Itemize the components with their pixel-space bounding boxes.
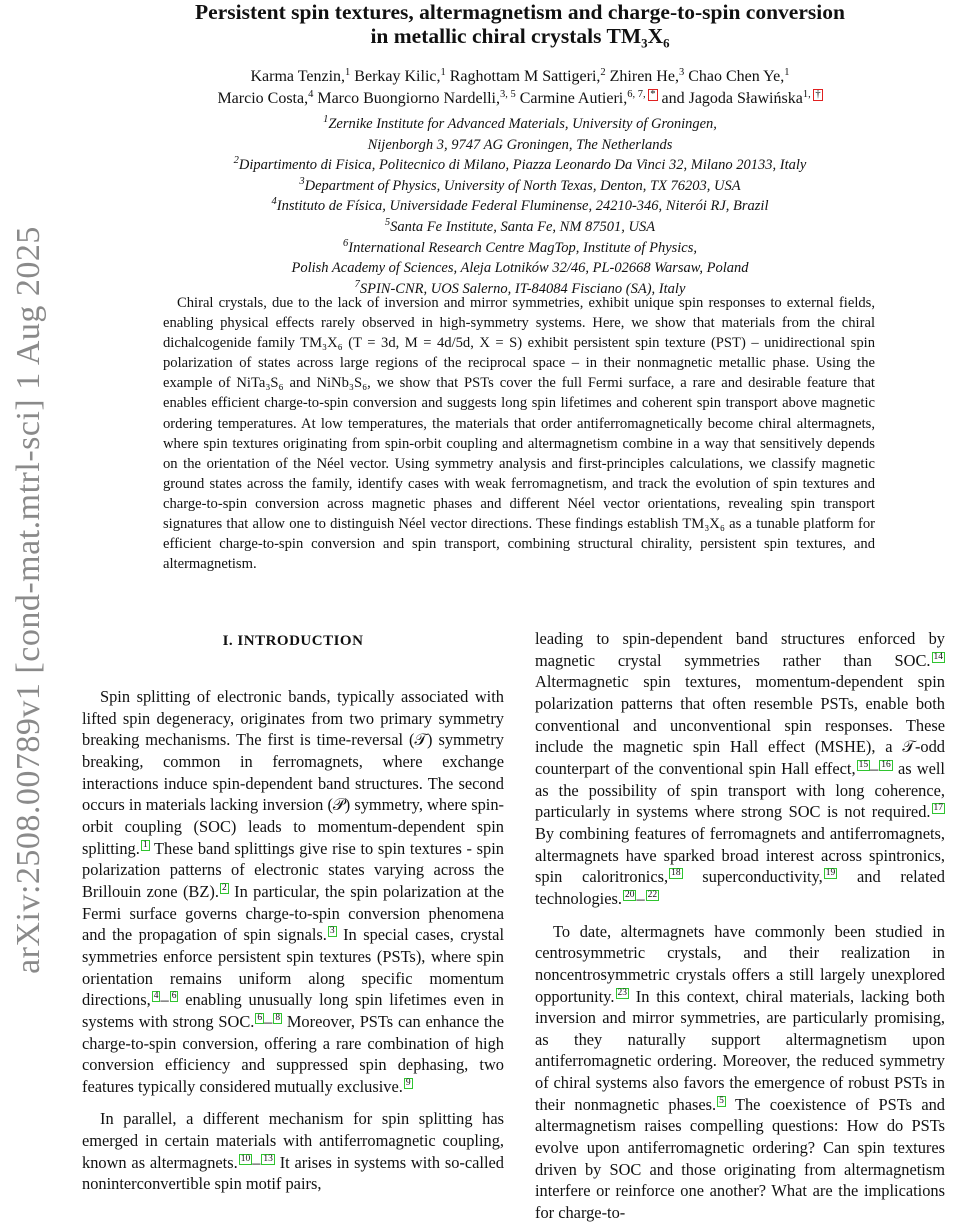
body-paragraph [82, 1108, 504, 1195]
affiliation-text: Santa Fe Institute, Santa Fe, NM 87501, USA [390, 218, 656, 235]
title-line-1: Persistent spin textures, altermagnetism and charge-to-spin conversion [195, 0, 845, 24]
author-name: Karma Tenzin, [250, 68, 346, 85]
author-name: Marco Buongiorno Nardelli, [313, 90, 500, 107]
affiliation-text: SPIN-CNR, UOS Salerno, IT-84084 Fisciano (SA), Italy [359, 280, 686, 297]
citation-link[interactable]: 5 [719, 1095, 724, 1106]
author-list [95, 66, 945, 110]
abstract [163, 293, 875, 574]
citation-link[interactable]: 2 [221, 882, 227, 893]
affiliation-number: 3 [299, 175, 305, 187]
affiliation-superscript: 1 [784, 67, 790, 78]
arxiv-sidebar-stamp [8, 0, 50, 1200]
body-text: Altermagnetic spin textures, momentum-dependent spin polarization patterns that often resemble PSTs, enable both conventional and unconventional spin responses. These include the magnetic spin Hall effect (MSHE), a 𝒯-odd counterpart of the conventional spin Hall effect, [535, 672, 945, 778]
citation-link[interactable]: 20 [624, 889, 635, 900]
citation-link[interactable]: 3 [329, 926, 335, 937]
citation-link[interactable]: 15 [858, 759, 869, 770]
author-line [95, 88, 945, 110]
affiliation-text: Zernike Institute for Advanced Materials, University of Groningen, [328, 116, 717, 132]
body-text: superconductivity, [682, 867, 823, 887]
affiliation-number: 6 [342, 237, 349, 249]
affiliation-line [95, 114, 945, 135]
left-column [82, 628, 504, 1195]
body-text: The coexistence of PSTs and altermagnetism raises compelling questions: How do PSTs evolve upon antiferromagnetic ordering? Can spin textures driven by SOC and those originating from altermagnetism interfere or reinforce one another? What are the implications for charge-to- [535, 1094, 945, 1223]
body-text: – [252, 1152, 261, 1172]
affiliation-line [95, 217, 945, 238]
citation-link[interactable]: 9 [405, 1077, 411, 1088]
affiliation-superscript: 3 [678, 67, 685, 78]
corresponding-author-link[interactable]: * [650, 89, 656, 100]
affiliation-superscript: 6, 7, [627, 89, 649, 100]
affiliation-text: International Research Centre MagTop, Institute of Physics, [348, 239, 697, 256]
affiliation-list [95, 114, 945, 299]
author-line [95, 66, 945, 88]
citation-link[interactable]: 17 [933, 803, 943, 814]
affiliation-number: 1 [323, 114, 329, 125]
affiliation-line [95, 155, 945, 176]
affiliation-text: Dipartimento di Fisica, Politecnico di Milano, Piazza Leonardo Da Vinci 32, Milano 20133, Italy [238, 157, 807, 174]
body-text: enabling unusually long spin lifetimes even in systems with strong SOC. [82, 990, 504, 1031]
affiliation-line [95, 135, 945, 156]
section-heading: I. INTRODUCTION [222, 633, 364, 649]
body-text: – [636, 888, 645, 908]
body-text: By combining features of ferromagnets and antiferromagnets, altermagnets have sparked broad interest across spintronics, spin caloritronics, [535, 823, 945, 887]
affiliation-line [95, 176, 945, 197]
author-name: Marcio Costa, [217, 90, 309, 107]
body-text: – [264, 1011, 273, 1031]
body-text: Spin splitting of electronic bands, typically associated with lifted spin degeneracy, originates from two primary symmetry breaking mechanisms. The first is time-reversal (𝒯) symmetry breaking, common in ferromagnets, where exchange interactions induce spin-dependent band structures. The second occurs in materials lacking inversion (𝒫) symmetry, where spin-orbit coupling (SOC) leads to momentum-dependent spin splitting. [82, 687, 504, 858]
citation-link[interactable]: 10 [240, 1153, 251, 1164]
author-name: Zhiren He, [605, 68, 679, 85]
body-text: – [160, 990, 169, 1010]
citation-link[interactable]: 8 [275, 1012, 281, 1023]
author-name: Raghottam M Sattigeri, [445, 68, 601, 85]
paragraph-gap [535, 910, 945, 921]
citation-link[interactable]: 1 [142, 839, 148, 850]
citation-link[interactable]: 14 [933, 651, 943, 662]
arxiv-identifier: arXiv:2508.00789v1 [cond-mat.mtrl-sci] 1 Aug 2025 [10, 226, 47, 974]
citation-link[interactable]: 19 [825, 868, 836, 879]
affiliation-text: Polish Academy of Sciences, Aleja Lotników 32/46, PL-02668 Warsaw, Poland [291, 260, 749, 277]
body-paragraph [82, 686, 504, 1097]
author-name: Berkay Kilic, [350, 68, 441, 85]
body-paragraph [535, 628, 945, 910]
body-text: – [870, 758, 879, 778]
affiliation-text: Department of Physics, University of North Texas, Denton, TX 76203, USA [304, 177, 741, 194]
affiliation-line [95, 238, 945, 259]
body-text: In particular, the spin polarization at the Fermi surface governs charge-to-spin conversion phenomena and the propagation of spin signals. [82, 881, 504, 945]
affiliation-text: Instituto de Física, Universidade Federal Fluminense, 24210-346, Niterói RJ, Brazil [276, 198, 769, 215]
body-text: Moreover, PSTs can enhance the charge-to-spin conversion, offering a rare combination of high conversion efficiency and suppressed spin dephasing, two features typically considered mutually exclusive. [82, 1011, 504, 1096]
citation-link[interactable]: 18 [671, 868, 681, 879]
citation-link[interactable]: 23 [617, 987, 628, 998]
affiliation-superscript: 4 [308, 89, 314, 100]
paragraph-gap [82, 1097, 504, 1108]
citation-link[interactable]: 13 [263, 1153, 273, 1164]
body-text: In special cases, crystal symmetries enforce persistent spin textures (PSTs), where spin orientation remains uniform along specific momentum directions, [82, 925, 505, 1010]
affiliation-number: 7 [354, 278, 360, 290]
body-text: and related technologies. [535, 867, 945, 908]
body-text: To date, altermagnets have commonly been studied in centrosymmetric crystals, and their realization in noncentrosymmetric crystals offers a still largely unexplored opportunity. [535, 921, 945, 1006]
citation-link[interactable]: 6 [171, 991, 177, 1002]
body-text: In this context, chiral materials, lacking both inversion and mirror symmetries, are particularly promising, as they naturally support altermagnetism upon antiferromagnetic ordering. Moreover, the reduced symmetry of chiral systems also favors the emergence of robust PSTs in their nonmagnetic phases. [535, 986, 945, 1114]
citation-link[interactable]: 4 [153, 991, 159, 1002]
affiliation-superscript: 3, 5 [499, 89, 516, 100]
author-name: Carmine Autieri, [515, 90, 628, 107]
affiliation-superscript: 1, [802, 89, 814, 100]
body-text: as well as the possibility of spin transport with long coherence, particularly in systems where strong SOC is not required. [535, 758, 945, 822]
corresponding-author-link[interactable]: † [815, 89, 821, 100]
title-line-2: in metallic chiral crystals TM₃X₆ [370, 24, 670, 48]
citation-link[interactable]: 22 [647, 889, 658, 900]
abstract-text: Chiral crystals, due to the lack of inversion and mirror symmetries, exhibit unique spin responses to external fields, enabling physical effects rarely observed in high-symmetry systems. Here, we show that materials from the chiral dichalcogenide family TM₃X₆ (T = 3d, M = 4d/5d, X = S) exhibit persistent spin texture (PST) – unidirectional spin polarization of states across large regions of the reciprocal space – in their nonmagnetic metallic phase. Using the example of NiTa₃S₆ and NiNb₃S₆, we show that PSTs cover the full Fermi surface, a rare and desirable feature that enables efficient charge-to-spin conversion and suggests long spin lifetimes and coherent spin transport above magnetic ordering temperatures. At low temperatures, the materials that order antiferromagnetically become chiral altermagnets, where spin textures originating from spin-orbit coupling and altermagnetism combine in a way that sensitively depends on the orientation of the Néel vector. Using symmetry analysis and first-principles calculations, we classify magnetic ground states across the family, identify cases with weak ferromagnetism, and track the evolution of spin textures and charge-to-spin conversion across magnetic phases and different Néel vector orientations, revealing spin transport signatures that allow one to distinguish Néel vector directions. These findings establish TM₃X₆ as a tunable platform for efficient charge-to-spin conversion and spin transport, combining structural chirality, persistent spin textures, and altermagnetism. [163, 295, 875, 573]
affiliation-line [95, 196, 945, 217]
affiliation-text: Nijenborgh 3, 9747 AG Groningen, The Netherlands [367, 136, 673, 153]
affiliation-number: 5 [384, 216, 391, 228]
right-column [535, 628, 945, 1224]
body-text: These band splittings give rise to spin textures - spin polarization patterns of electronic states varying across the Brillouin zone (BZ). [82, 838, 504, 901]
author-name: Chao Chen Ye, [684, 68, 785, 85]
author-name: and Jagoda Sławińska [657, 90, 803, 107]
citation-link[interactable]: 6 [257, 1012, 263, 1023]
affiliation-number: 4 [271, 196, 277, 208]
paper-title [95, 0, 945, 48]
citation-link[interactable]: 16 [881, 759, 891, 770]
affiliation-superscript: 1 [345, 67, 351, 78]
affiliation-superscript: 2 [600, 67, 606, 78]
affiliation-line [95, 258, 945, 279]
affiliation-superscript: 1 [440, 67, 446, 78]
body-text: It arises in systems with so-called noninterconvertible spin motif pairs, [82, 1152, 504, 1194]
body-text: In parallel, a different mechanism for spin splitting has emerged in certain materials with antiferromagnetic coupling, known as altermagnets. [82, 1109, 504, 1172]
body-text: leading to spin-dependent band structures enforced by magnetic crystal symmetries rather than SOC. [535, 629, 945, 670]
body-paragraph [535, 921, 945, 1224]
affiliation-number: 2 [233, 155, 239, 167]
